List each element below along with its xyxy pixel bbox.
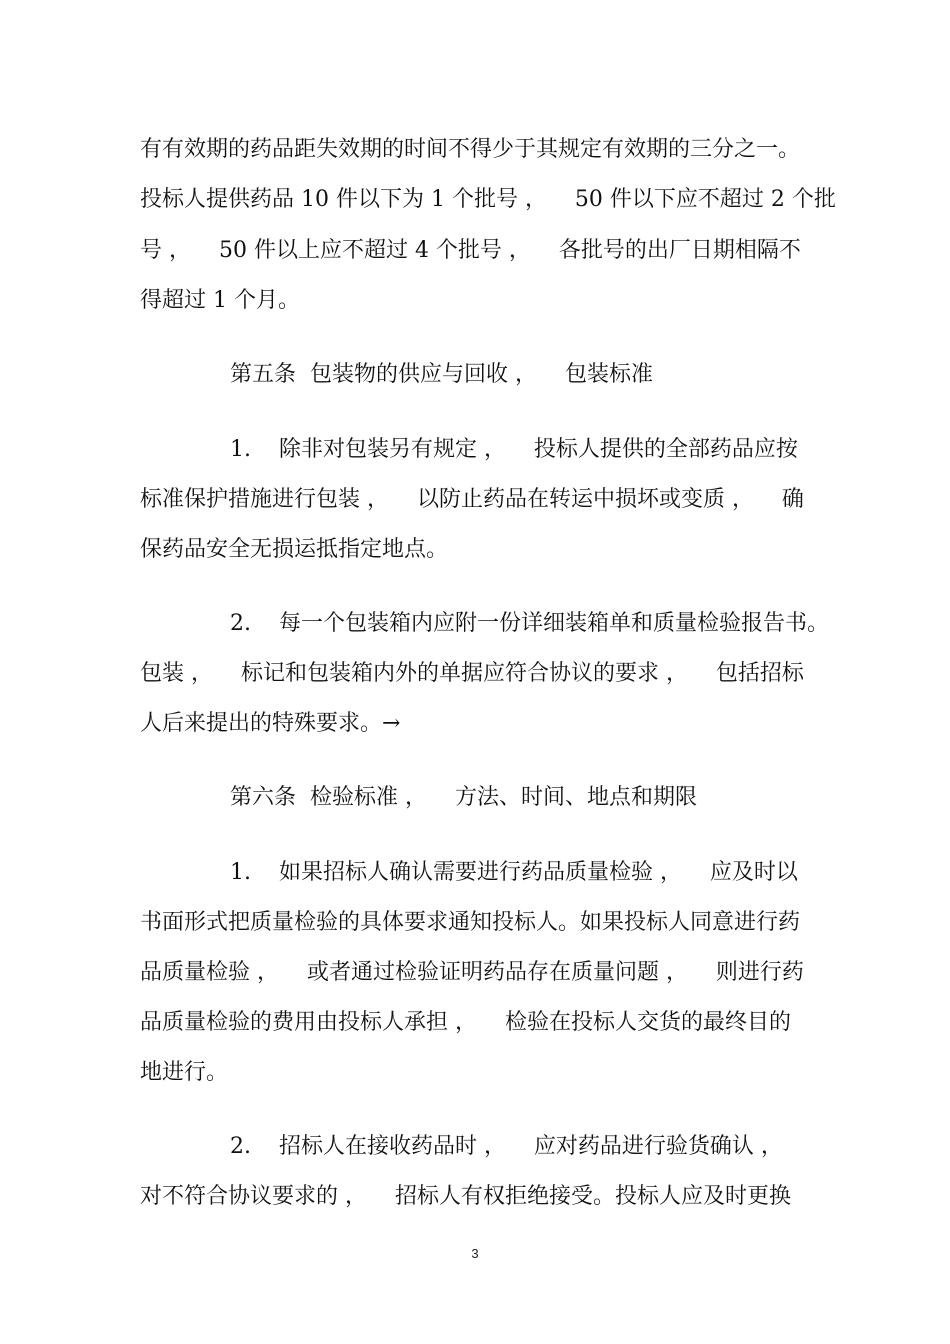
text-line: 投标人提供药品 10 件以下为 1 个批号 ， 50 件以下应不超过 2 个批: [140, 187, 836, 212]
text-line: 包装 ， 标记和包装箱内外的单据应符合协议的要求 ， 包括招标: [140, 661, 804, 686]
text-line: 对不符合协议要求的 ， 招标人有权拒绝接受。投标人应及时更换: [140, 1184, 791, 1209]
text-line: 人后来提出的特殊要求。→: [140, 711, 401, 736]
text-line: 得超过 1 个月。: [140, 288, 300, 313]
text-line: 品质量检验 ， 或者通过检验证明药品存在质量问题 ， 则进行药: [140, 960, 804, 985]
text-line: 品质量检验的费用由投标人承担 ， 检验在投标人交货的最终目的: [140, 1010, 791, 1035]
text-line: 书面形式把质量检验的具体要求通知投标人。如果投标人同意进行药: [140, 910, 801, 935]
text-line: 1. 除非对包装另有规定 ， 投标人提供的全部药品应按: [230, 437, 798, 462]
text-line: 2. 招标人在接收药品时 ， 应对药品进行验货确认 ，: [230, 1134, 783, 1159]
section-heading: 第六条 检验标准 ， 方法、时间、地点和期限: [230, 785, 697, 810]
text-line: 保药品安全无损运抵指定地点。: [140, 537, 449, 562]
text-line: 2. 每一个包装箱内应附一份详细装箱单和质量检验报告书。: [230, 611, 829, 636]
text-line: 号 ， 50 件以上应不超过 4 个批号 ， 各批号的出厂日期相隔不: [140, 238, 801, 263]
page-number: 3: [471, 1246, 479, 1261]
section-heading: 第五条 包装物的供应与回收 ， 包装标准: [230, 362, 653, 387]
text-line: 标准保护措施进行包装 ， 以防止药品在转运中损坏或变质 ， 确: [140, 487, 804, 512]
text-line: 1. 如果招标人确认需要进行药品质量检验 ， 应及时以: [230, 860, 798, 885]
text-line: 地进行。: [140, 1060, 229, 1085]
text-line: 有有效期的药品距失效期的时间不得少于其规定有效期的三分之一。: [140, 137, 801, 162]
